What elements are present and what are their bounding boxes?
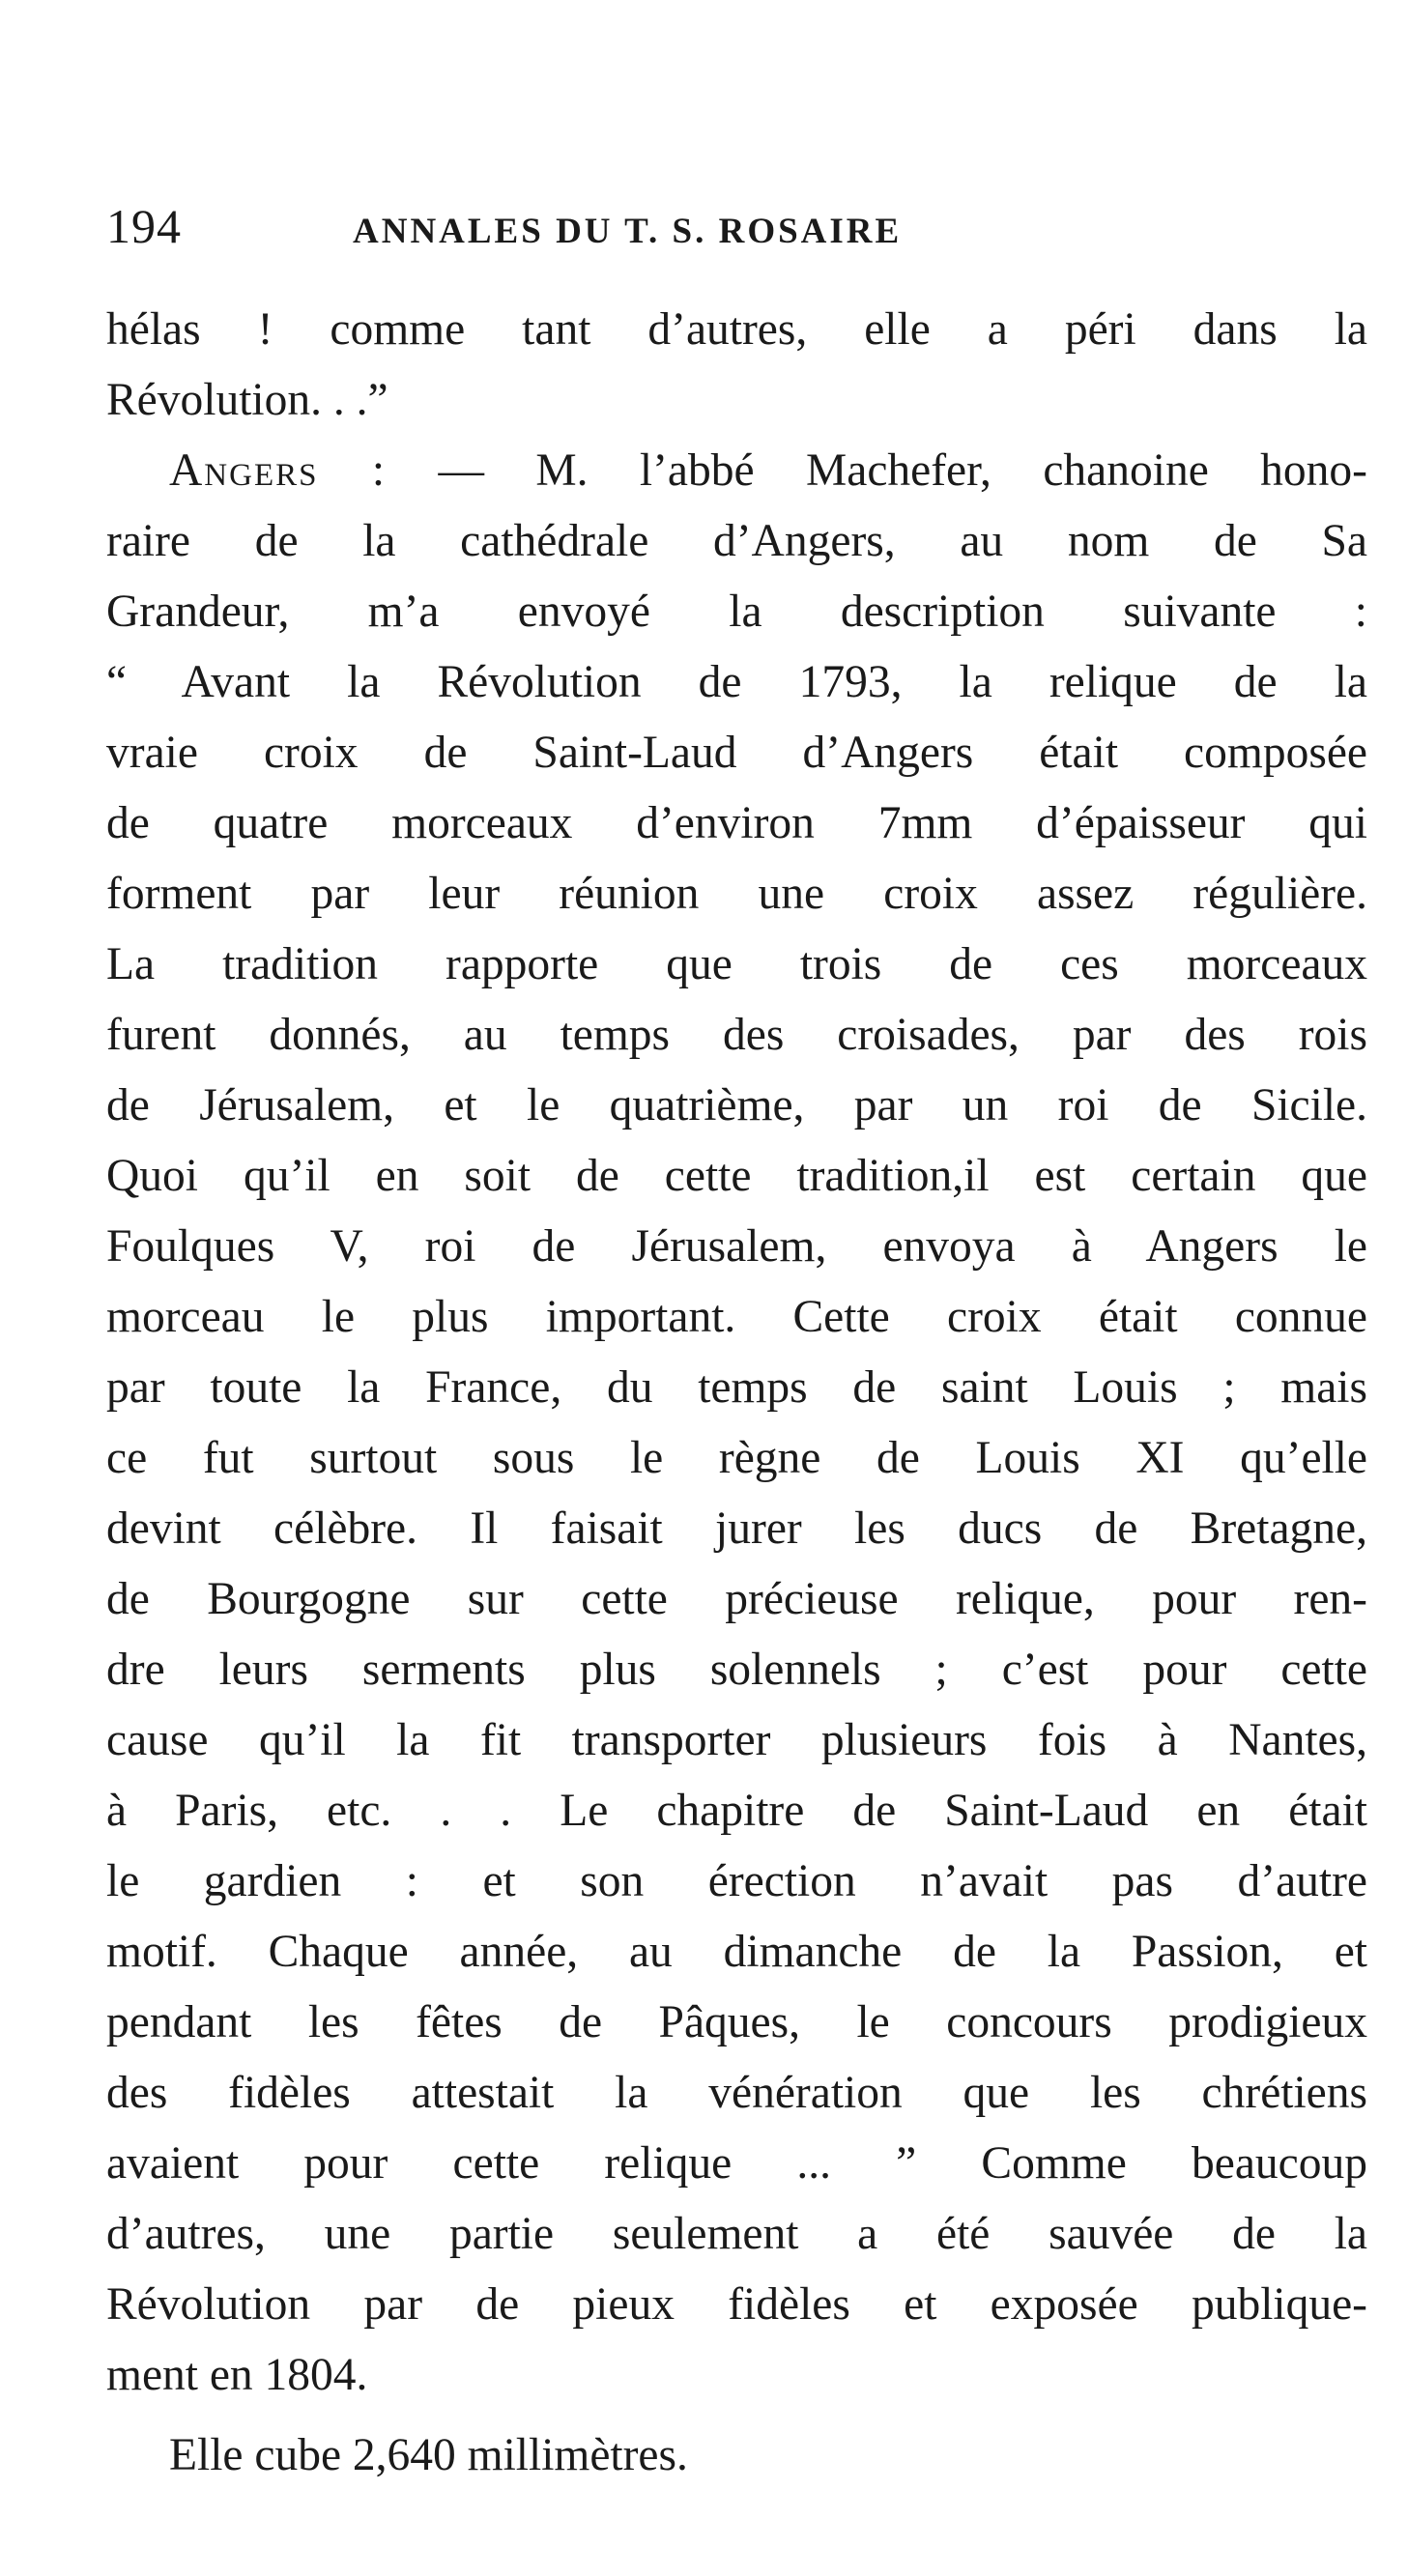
body-text xyxy=(106,295,1367,2411)
text-line: “ Avant la Révolution de 1793, la relique de la xyxy=(106,657,1367,707)
text-line: par toute la France, du temps de saint Louis ; mais xyxy=(106,1362,1367,1413)
text-line: Révolution par de pieux fidèles et exposée publique- xyxy=(106,2279,1367,2330)
text-line: ment en 1804. xyxy=(106,2350,368,2400)
text-line: Grandeur, m’a envoyé la description suivante : xyxy=(106,587,1367,637)
text-line: raire de la cathédrale d’Angers, au nom de Sa xyxy=(106,516,1367,566)
text-line: pendant les fêtes de Pâques, le concours prodigieux xyxy=(106,1997,1367,2047)
page xyxy=(106,198,1367,2491)
text-line: furent donnés, au temps des croisades, par des rois xyxy=(106,1010,1367,1060)
text-line: devint célèbre. Il faisait jurer les ducs de Bretagne, xyxy=(106,1503,1367,1554)
text-line: ce fut surtout sous le règne de Louis XI qu’elle xyxy=(106,1433,1367,1483)
text-line: le gardien : et son érection n’avait pas d’autre xyxy=(106,1856,1367,1906)
text-line: de quatre morceaux d’environ 7mm d’épaisseur qui xyxy=(106,798,1367,848)
text-line: Foulques V, roi de Jérusalem, envoya à Angers le xyxy=(106,1221,1367,1272)
running-title: ANNALES DU T. S. ROSAIRE xyxy=(353,212,903,251)
section-label-angers: Angers : xyxy=(169,445,388,496)
text-line xyxy=(106,436,1367,506)
text-line: d’autres, une partie seulement a été sauvée de la xyxy=(106,2209,1367,2259)
text-line: forment par leur réunion une croix assez régulière. xyxy=(106,869,1367,919)
text-line: cause qu’il la fit transporter plusieurs fois à Nantes, xyxy=(106,1715,1367,1765)
text-line: Révolution. . .” xyxy=(106,375,388,425)
text-line: hélas ! comme tant d’autres, elle a péri dans la xyxy=(106,304,1367,355)
text-line: à Paris, etc. . . Le chapitre de Saint-Laud en était xyxy=(106,1786,1367,1836)
text-line: de Jérusalem, et le quatrième, par un roi de Sicile. xyxy=(106,1080,1367,1131)
text-line: dre leurs serments plus solennels ; c’est pour cette xyxy=(106,1645,1367,1695)
running-head xyxy=(106,198,1367,256)
page-number: 194 xyxy=(106,199,182,253)
text-line: de Bourgogne sur cette précieuse relique, pour ren- xyxy=(106,1574,1367,1624)
text-line: La tradition rapporte que trois de ces morceaux xyxy=(106,939,1367,989)
closing-paragraph: Elle cube 2,640 millimètres. xyxy=(169,2430,688,2480)
text-line: motif. Chaque année, au dimanche de la Passion, et xyxy=(106,1927,1367,1977)
text-line: Quoi qu’il en soit de cette tradition,il est certain que xyxy=(106,1151,1367,1201)
text-line: des fidèles attestait la vénération que les chrétiens xyxy=(106,2068,1367,2118)
text-line: avaient pour cette relique ... ” Comme beaucoup xyxy=(106,2138,1367,2189)
text-line: morceau le plus important. Cette croix était connue xyxy=(106,1292,1367,1342)
text-line: vraie croix de Saint-Laud d’Angers était composée xyxy=(106,728,1367,778)
text-line-rest: — M. l’abbé Machefer, chanoine hono- xyxy=(438,445,1367,496)
